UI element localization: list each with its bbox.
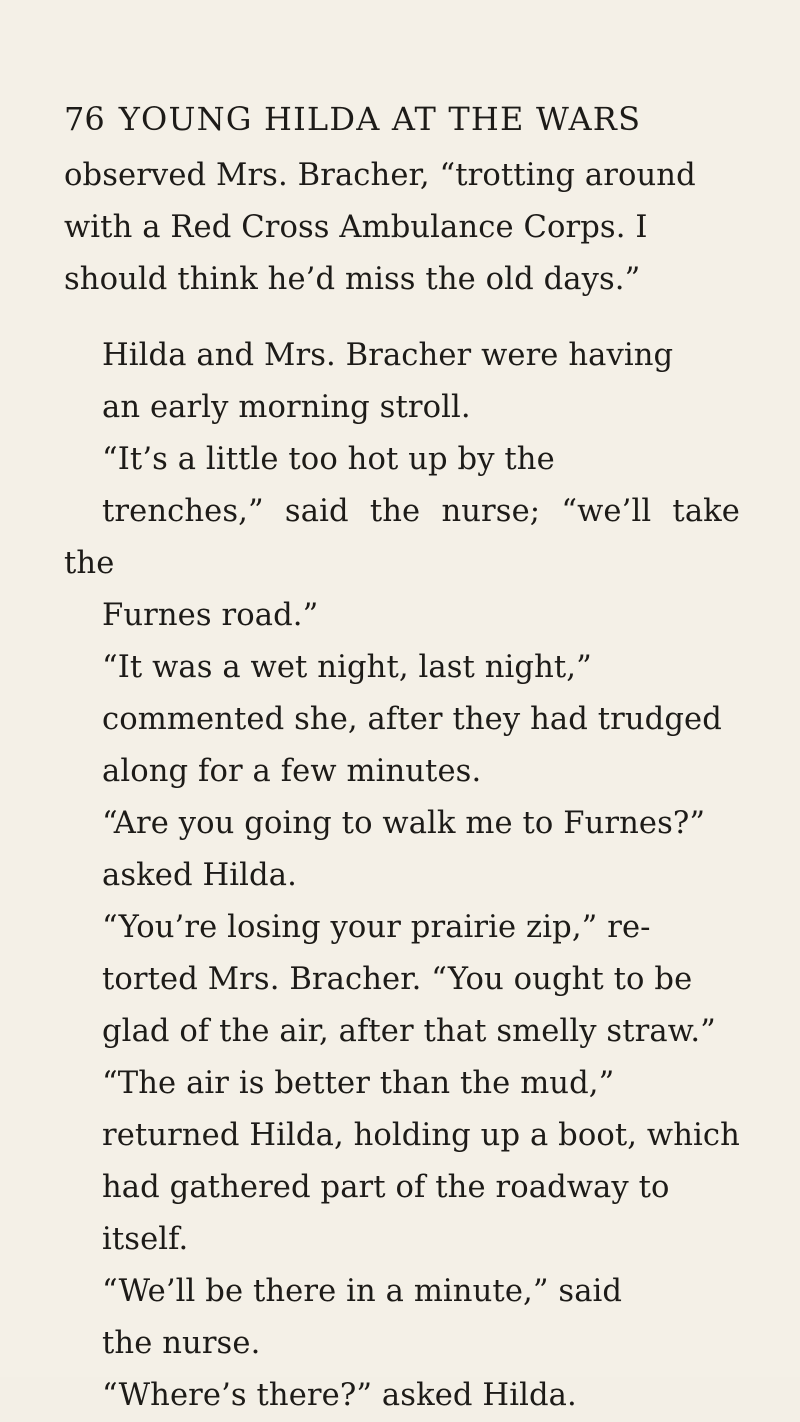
text-line: “It was a wet night, last night,” — [102, 650, 592, 685]
paragraph — [64, 642, 740, 798]
text-line: “You’re losing your prairie zip,” re- — [102, 910, 651, 945]
text-line: “Are you going to walk me to Furnes?” — [102, 806, 706, 841]
paragraph — [64, 1370, 740, 1422]
text-line: observed Mrs. Bracher, “trotting around — [64, 158, 696, 193]
text-line: “The air is better than the mud,” — [102, 1066, 615, 1101]
paragraph — [64, 1058, 740, 1266]
continued-paragraph — [64, 150, 740, 306]
page-header — [64, 91, 740, 147]
text-line: had gathered part of the roadway to — [102, 1170, 670, 1205]
text-line: the nurse. — [102, 1326, 261, 1361]
text-line: asked Hilda. — [102, 858, 297, 893]
paragraph — [64, 434, 740, 642]
paragraph — [64, 1266, 740, 1370]
text-line: an early morning stroll. — [102, 390, 471, 425]
body-text — [64, 150, 740, 1422]
text-line: itself. — [102, 1222, 189, 1257]
text-line: returned Hilda, holding up a boot, which — [102, 1118, 740, 1153]
paragraph — [64, 798, 740, 902]
page-number: 76 — [64, 100, 105, 138]
text-line: “It’s a little too hot up by the — [102, 442, 555, 477]
text-line: commented she, after they had trudged — [102, 702, 722, 737]
text-line: with a Red Cross Ambulance Corps. I — [64, 210, 648, 245]
paragraph — [64, 902, 740, 1058]
text-line: glad of the air, after that smelly straw.” — [102, 1014, 716, 1049]
text-line: along for a few minutes. — [102, 754, 482, 789]
text-line: trenches,” said the nurse; “we’ll take the — [64, 494, 740, 581]
text-line: Hilda and Mrs. Bracher were having — [102, 338, 674, 373]
text-line: torted Mrs. Bracher. “You ought to be — [102, 962, 693, 997]
text-line: Furnes road.” — [102, 598, 319, 633]
text-line: “We’ll be there in a minute,” said — [102, 1274, 623, 1309]
text-line: “Where’s there?” asked Hilda. — [102, 1378, 577, 1413]
paragraph — [64, 330, 740, 434]
text-line: should think he’d miss the old days.” — [64, 262, 641, 297]
running-head: YOUNG HILDA AT THE WARS — [118, 100, 642, 138]
